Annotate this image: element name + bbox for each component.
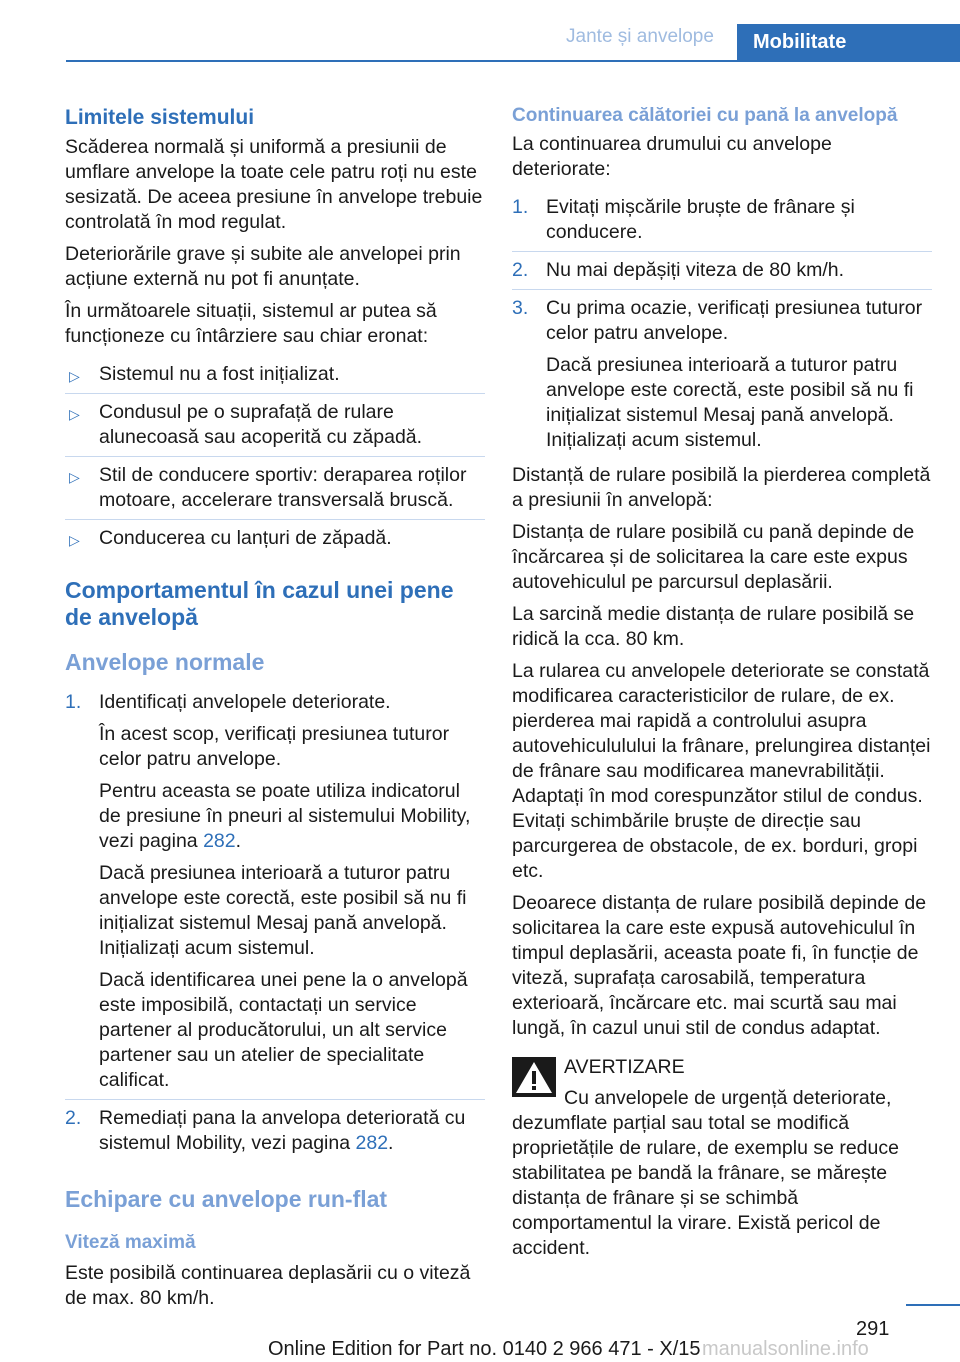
limits-paragraph-2: Deteriorările grave și subite ale anvelopei prin acțiune externă nu pot fi anunțate.	[65, 243, 461, 290]
page-link[interactable]: 282	[203, 830, 236, 852]
normal-tyres-steps	[65, 684, 485, 1162]
step-number: 2.	[512, 259, 529, 281]
range-paragraph-1: Distanță de rulare posibilă la pierderea completă a presiunii în anvelopă:	[512, 464, 931, 511]
step-text: Identificați anvelopele deteriorate.	[99, 691, 391, 713]
continue-heading: Continuarea călătoriei cu pană la anvelopă	[512, 105, 898, 126]
list-item	[512, 251, 932, 289]
runflat-heading: Echipare cu anvelope run-flat	[65, 1186, 388, 1212]
limits-list	[65, 356, 485, 557]
range-paragraph-3: La sarcină medie distanța de rulare posibilă se ridică la cca. 80 km.	[512, 603, 915, 650]
step-text: Nu mai depășiți viteza de 80 km/h.	[546, 259, 845, 281]
step-text: Evitați mișcările bruște de frânare și conducere.	[546, 196, 855, 243]
header-rule	[66, 60, 960, 62]
step-number: 1.	[65, 691, 82, 713]
warning-triangle-icon	[512, 1057, 556, 1097]
step-detail: Dacă identificarea unei pene la o anvelopă este imposibilă, contactați un service partener al producătorului, un alt service partener sau un atelier de specialitate calificat.	[99, 969, 468, 1091]
list-item	[65, 1099, 485, 1162]
step-text: Cu prima ocazie, verificați presiunea tuturor celor patru anvelope.	[546, 297, 923, 344]
left-column	[65, 104, 485, 1318]
range-paragraph-5: Deoarece distanța de rulare posibilă depinde de solicitarea la care este expusă autovehiculul în timpul deplasării, aceasta poate fi, în funcție de viteză, suprafața carosabilă, temperatura exterioară, încărcare etc. mai scurtă sau mai lungă, în cazul unui stil de condus adaptat.	[512, 892, 927, 1039]
step-detail: Dacă presiunea interioară a tuturor patru anvelope este corectă, este posibil să nu fi inițializat sistemul Mesaj pană anvelopă. Inițializați acum sistemul.	[99, 862, 467, 959]
footer-rule	[906, 1304, 960, 1306]
warning-box	[512, 1055, 932, 1261]
step-detail: Pentru aceasta se poate utiliza indicatorul de presiune în pneuri al sistemului Mobility, vezi pagina 282.	[99, 780, 471, 852]
list-item: ▷ Stil de conducere sportiv: deraparea roților motoare, accelerare transversală bruscă.	[65, 456, 485, 519]
edition-text: Online Edition for Part no. 0140 2 966 471 - X/15	[268, 1338, 701, 1360]
triangle-bullet-icon: ▷	[69, 406, 80, 422]
list-item: ▷ Condusul pe o suprafață de rulare alunecoasă sau acoperită cu zăpadă.	[65, 393, 485, 456]
triangle-bullet-icon: ▷	[69, 532, 80, 548]
step-number: 1.	[512, 196, 529, 218]
warning-title: AVERTIZARE	[564, 1056, 685, 1078]
behaviour-heading: Comportamentul în cazul unei pene de anvelopă	[65, 577, 454, 630]
continue-intro: La continuarea drumului cu anvelope deteriorate:	[512, 133, 832, 180]
header-section-tab[interactable]: Jante și anvelope	[566, 26, 714, 47]
list-item: ▷ Conducerea cu lanțuri de zăpadă.	[65, 519, 485, 557]
right-column	[512, 104, 932, 1261]
range-paragraph-4: La rularea cu anvelopele deteriorate se constată modificarea caracteristicilor de rulare, de ex. pierderea mai rapidă a controlului asupra autovehicululului la frânare, prelungirea distanței de frânare sau modificarea manevrabilității. Adaptați în mod corespunzător stilul de condus. Evitați schimbările bruște de direcție sau parcurgerea de obstacole, de ex. borduri, gropi etc.	[512, 660, 931, 882]
step-detail: Dacă presiunea interioară a tuturor patru anvelope este corectă, este posibil să nu fi inițializat sistemul Mesaj pană anvelopă. Inițializați acum sistemul.	[546, 354, 914, 451]
step-number: 3.	[512, 297, 529, 319]
limits-paragraph-3: În următoarele situații, sistemul ar putea să funcționeze cu întârziere sau chiar eronat:	[65, 300, 437, 347]
limits-heading: Limitele sistemului	[65, 106, 255, 129]
triangle-bullet-icon: ▷	[69, 368, 80, 384]
maxspeed-paragraph: Este posibilă continuarea deplasării cu o viteză de max. 80 km/h.	[65, 1262, 471, 1309]
triangle-bullet-icon: ▷	[69, 469, 80, 485]
list-item: ▷ Sistemul nu a fost inițializat.	[65, 356, 485, 393]
step-detail: În acest scop, verificați presiunea tuturor celor patru anvelope.	[99, 723, 450, 770]
range-paragraph-2: Distanța de rulare posibilă cu pană depinde de încărcarea și de solicitarea la care este expus autovehiculul pe parcursul deplasării.	[512, 521, 915, 593]
list-item	[512, 289, 932, 459]
maxspeed-heading: Viteză maximă	[65, 1232, 196, 1253]
page-number: 291	[856, 1318, 890, 1340]
normal-tyres-heading: Anvelope normale	[65, 649, 265, 675]
step-number: 2.	[65, 1107, 82, 1129]
warning-text: Cu anvelopele de urgență deteriorate, dezumflate parțial sau total se modifică proprietățile de rulare, de exemplu se reduce stabilitatea pe bandă la frânare, se mărește distanța de frânare și se schimbă comportamentul la virare. Există pericol de accident.	[512, 1087, 899, 1259]
header-chapter-tab[interactable]: Mobilitate	[737, 24, 960, 60]
page-link[interactable]: 282	[355, 1132, 389, 1154]
list-item	[512, 189, 932, 251]
list-item	[65, 684, 485, 1099]
continue-steps	[512, 189, 932, 459]
step-text: Remediați pana la anvelopa deteriorată cu sistemul Mobility, vezi pagina 282.	[99, 1107, 466, 1154]
limits-paragraph-1: Scăderea normală și uniformă a presiunii de umflare anvelope la toate cele patru roți nu este sesizată. De aceea presiune în anvelope trebuie controlată în mod regulat.	[65, 136, 483, 233]
watermark: manualsonline.info	[702, 1338, 869, 1360]
